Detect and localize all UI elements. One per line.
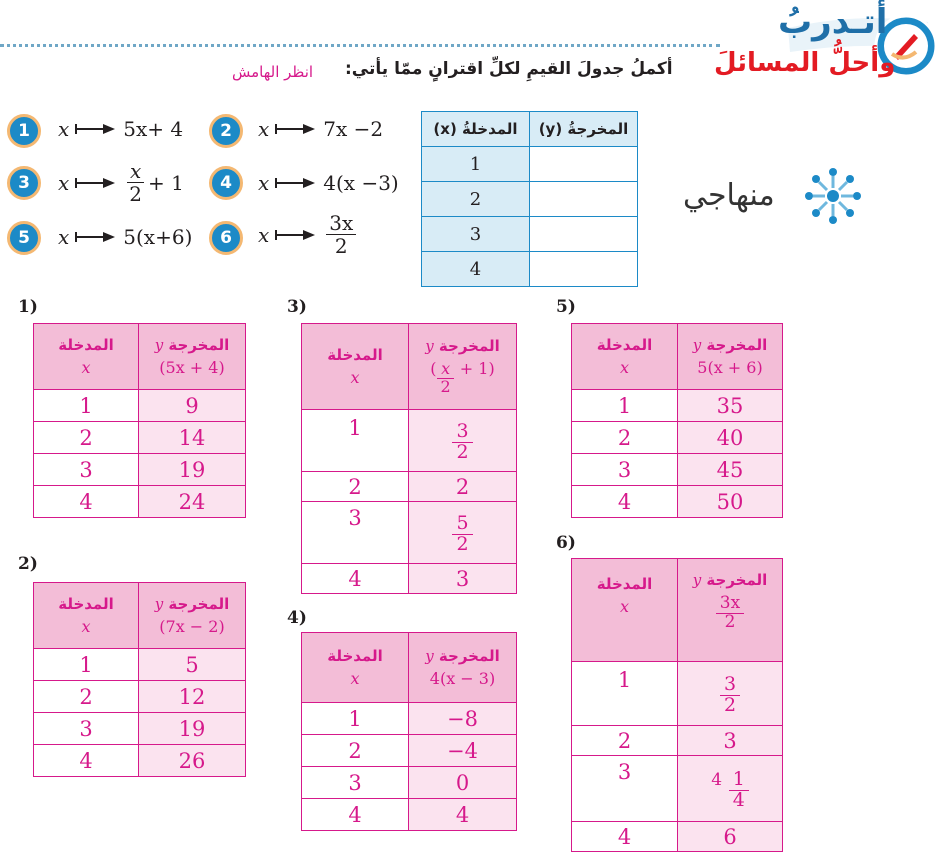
exercise-number-2: 2 (209, 114, 243, 148)
output-cell: 24 (139, 486, 246, 518)
exercise-var: x (258, 222, 270, 247)
fraction-denominator: 2 (129, 182, 143, 206)
margin-note: انظر الهامش (232, 63, 314, 81)
input-cell: 2 (302, 472, 409, 502)
fraction-denominator: 2 (723, 694, 737, 716)
blank-values-table (421, 111, 638, 287)
exercise-number-3: 3 (7, 166, 41, 200)
input-cell: 4 (422, 252, 530, 287)
input-cell: 2 (34, 681, 139, 713)
input-cell: 2 (34, 422, 139, 454)
header-output (139, 583, 246, 649)
header-input-label: المدخلة (327, 647, 383, 665)
output-cell: 26 (139, 745, 246, 777)
output-cell: 5 (139, 649, 246, 681)
output-cell: 14 (139, 422, 246, 454)
exercise-1-expression: 5x+ 4 (123, 117, 184, 141)
output-cell: 6 (678, 822, 783, 852)
output-blank-cell[interactable] (530, 252, 638, 287)
header-output-label: المخرجة (706, 571, 768, 589)
header-output-rule (409, 359, 516, 396)
fraction-denominator: 2 (724, 611, 736, 632)
input-cell: 1 (302, 703, 409, 735)
exercise-number-1: 1 (7, 114, 41, 148)
header-input-label: المدخلة (596, 336, 653, 354)
exercise-number-6: 6 (209, 221, 243, 255)
header-output-label: المخرجة (168, 595, 230, 613)
output-cell: 12 (139, 681, 246, 713)
exercise-2-rule (258, 117, 383, 141)
input-cell: 3 (302, 767, 409, 799)
output-cell: 4 (409, 799, 517, 831)
exercise-5-expression: 5(x+6) (123, 225, 193, 249)
header-output-rule: (7x − 2) (159, 617, 225, 636)
maps-to-arrow-icon (275, 176, 317, 190)
input-cell: 4 (302, 799, 409, 831)
input-cell: 2 (422, 182, 530, 217)
output-cell: 2 (409, 472, 517, 502)
output-blank-cell[interactable] (530, 182, 638, 217)
answer-table-1 (33, 323, 246, 518)
maps-to-arrow-icon (75, 122, 117, 136)
exercise-var: x (258, 171, 270, 195)
output-cell (409, 502, 517, 564)
exercise-var: x (258, 117, 270, 141)
input-cell: 1 (422, 147, 530, 182)
answer-label-6: 6) (556, 533, 576, 553)
input-cell: 1 (572, 662, 678, 726)
exercise-4-rule (258, 171, 399, 195)
logo-text: منهاجي (683, 178, 775, 213)
answer-label-4: 4) (287, 608, 307, 628)
exercise-1-rule (58, 117, 183, 141)
fraction-numerator: 5 (452, 514, 472, 535)
header-dotted-line (0, 44, 720, 47)
exercise-3-fraction (126, 160, 145, 205)
header-output-label: المخرجة (168, 336, 230, 354)
maps-to-arrow-icon (275, 228, 317, 242)
input-cell: 1 (572, 390, 678, 422)
exercise-5-rule (58, 225, 192, 249)
answer-label-2: 2) (18, 554, 38, 574)
fraction-denominator: 2 (456, 441, 469, 463)
header-input (34, 324, 139, 390)
input-cell: 2 (302, 735, 409, 767)
output-cell: 3 (678, 726, 783, 756)
fraction-numerator: 1 (729, 770, 749, 791)
answer-label-5: 5) (556, 297, 576, 317)
header-output-label: المخرجة (706, 336, 768, 354)
answer-label-3: 3) (287, 297, 307, 317)
maps-to-arrow-icon (75, 230, 117, 244)
header-input-label: المدخلة (58, 595, 114, 613)
input-cell: 3 (422, 217, 530, 252)
header-input (572, 559, 678, 662)
output-cell: 9 (139, 390, 246, 422)
exercise-2-expression: 7x −2 (323, 117, 384, 141)
fraction-numerator: 3 (452, 422, 472, 443)
input-cell: 4 (572, 486, 678, 518)
badge-title-practice: أتـدربُ (778, 2, 888, 42)
instruction-text: أكملُ جدولَ القيمِ لكلِّ اقترانٍ ممّا يأتي: (345, 59, 673, 79)
exercise-number-5: 5 (7, 221, 41, 255)
input-cell: 1 (34, 649, 139, 681)
input-cell: 3 (302, 502, 409, 564)
header-input-var: x (350, 368, 360, 387)
output-cell: −8 (409, 703, 517, 735)
header-input (302, 633, 409, 703)
exercise-3-rule (58, 160, 184, 205)
header-output-var: y (154, 595, 164, 613)
output-cell (678, 756, 783, 822)
header-output-var: y (425, 337, 434, 356)
fraction-numerator: 3 (720, 675, 740, 696)
exercise-var: x (58, 170, 70, 195)
fraction-numerator: x (441, 359, 451, 379)
output-blank-cell[interactable] (530, 217, 638, 252)
fraction-denominator: 4 (732, 789, 745, 811)
input-cell: 3 (34, 713, 139, 745)
output-cell (409, 410, 517, 472)
maps-to-arrow-icon (75, 176, 117, 190)
header-input-label: المدخلة (596, 575, 653, 593)
column-header-output: المخرجةُ (y) (530, 112, 638, 147)
header-output (678, 324, 783, 390)
fraction-denominator: 2 (440, 377, 451, 396)
header-input-var: x (81, 617, 91, 636)
input-cell: 1 (34, 390, 139, 422)
input-cell: 4 (34, 745, 139, 777)
header-output-label: المخرجة (438, 337, 500, 356)
input-cell: 2 (572, 422, 678, 454)
header-output (409, 633, 517, 703)
header-output-var: y (154, 336, 164, 354)
exercise-var: x (58, 225, 70, 249)
answer-label-1: 1) (18, 297, 38, 317)
header-input-var: x (619, 597, 630, 616)
header-input-var: x (619, 358, 630, 377)
input-cell: 4 (302, 564, 409, 594)
header-output-rule: 4(x − 3) (429, 669, 496, 688)
input-cell: 3 (572, 454, 678, 486)
header-output (409, 324, 517, 410)
exercise-6-fraction (326, 212, 356, 257)
exercise-6-rule (258, 212, 359, 257)
output-cell: 19 (139, 713, 246, 745)
output-blank-cell[interactable] (530, 147, 638, 182)
answer-table-3 (301, 323, 517, 594)
header-input (302, 324, 409, 410)
fraction-numerator: 3x (326, 212, 356, 235)
header-output-rule: 5(x + 6) (697, 358, 763, 377)
exercise-var: x (58, 117, 70, 141)
badge-title-solve: وأحلُّ المسائلَ (714, 48, 896, 78)
answer-table-4 (301, 632, 517, 831)
output-cell (678, 662, 783, 726)
output-cell: 0 (409, 767, 517, 799)
exercise-3-tail: + 1 (148, 170, 184, 195)
input-cell: 3 (34, 454, 139, 486)
header-output-label: المخرجة (438, 647, 500, 665)
exercise-4-expression: 4(x −3) (323, 171, 399, 195)
output-cell: 40 (678, 422, 783, 454)
header-output (139, 324, 246, 390)
output-cell: 19 (139, 454, 246, 486)
output-cell: 50 (678, 486, 783, 518)
fraction-numerator: 3x (716, 595, 744, 614)
column-header-input: المدخلةُ (x) (422, 112, 530, 147)
fraction-denominator: 2 (334, 234, 348, 258)
answer-table-2 (33, 582, 246, 777)
header-output-var: y (425, 647, 434, 665)
header-input (572, 324, 678, 390)
answer-table-5 (571, 323, 783, 518)
header-output (678, 559, 783, 662)
mixed-whole: 4 (711, 770, 723, 791)
input-cell: 1 (302, 410, 409, 472)
input-cell: 2 (572, 726, 678, 756)
output-cell: −4 (409, 735, 517, 767)
output-cell: 45 (678, 454, 783, 486)
maps-to-arrow-icon (275, 122, 317, 136)
input-cell: 4 (34, 486, 139, 518)
answer-table-6 (571, 558, 783, 852)
header-output-rule (678, 593, 782, 632)
rule-open-paren: ( (430, 359, 437, 379)
fraction-denominator: 2 (456, 533, 469, 555)
header-input-var: x (350, 669, 360, 688)
header-output-rule: (5x + 4) (159, 358, 225, 377)
output-cell: 35 (678, 390, 783, 422)
input-cell: 3 (572, 756, 678, 822)
fraction-numerator: x (127, 160, 144, 183)
input-cell: 4 (572, 822, 678, 852)
header-output-var: y (692, 571, 702, 589)
header-input-label: المدخلة (58, 336, 114, 354)
header-input-var: x (81, 358, 91, 377)
header-output-var: y (692, 336, 702, 354)
header-input (34, 583, 139, 649)
output-cell: 3 (409, 564, 517, 594)
exercise-number-4: 4 (209, 166, 243, 200)
header-input-label: المدخلة (327, 346, 383, 364)
rule-tail: + 1) (459, 359, 495, 379)
